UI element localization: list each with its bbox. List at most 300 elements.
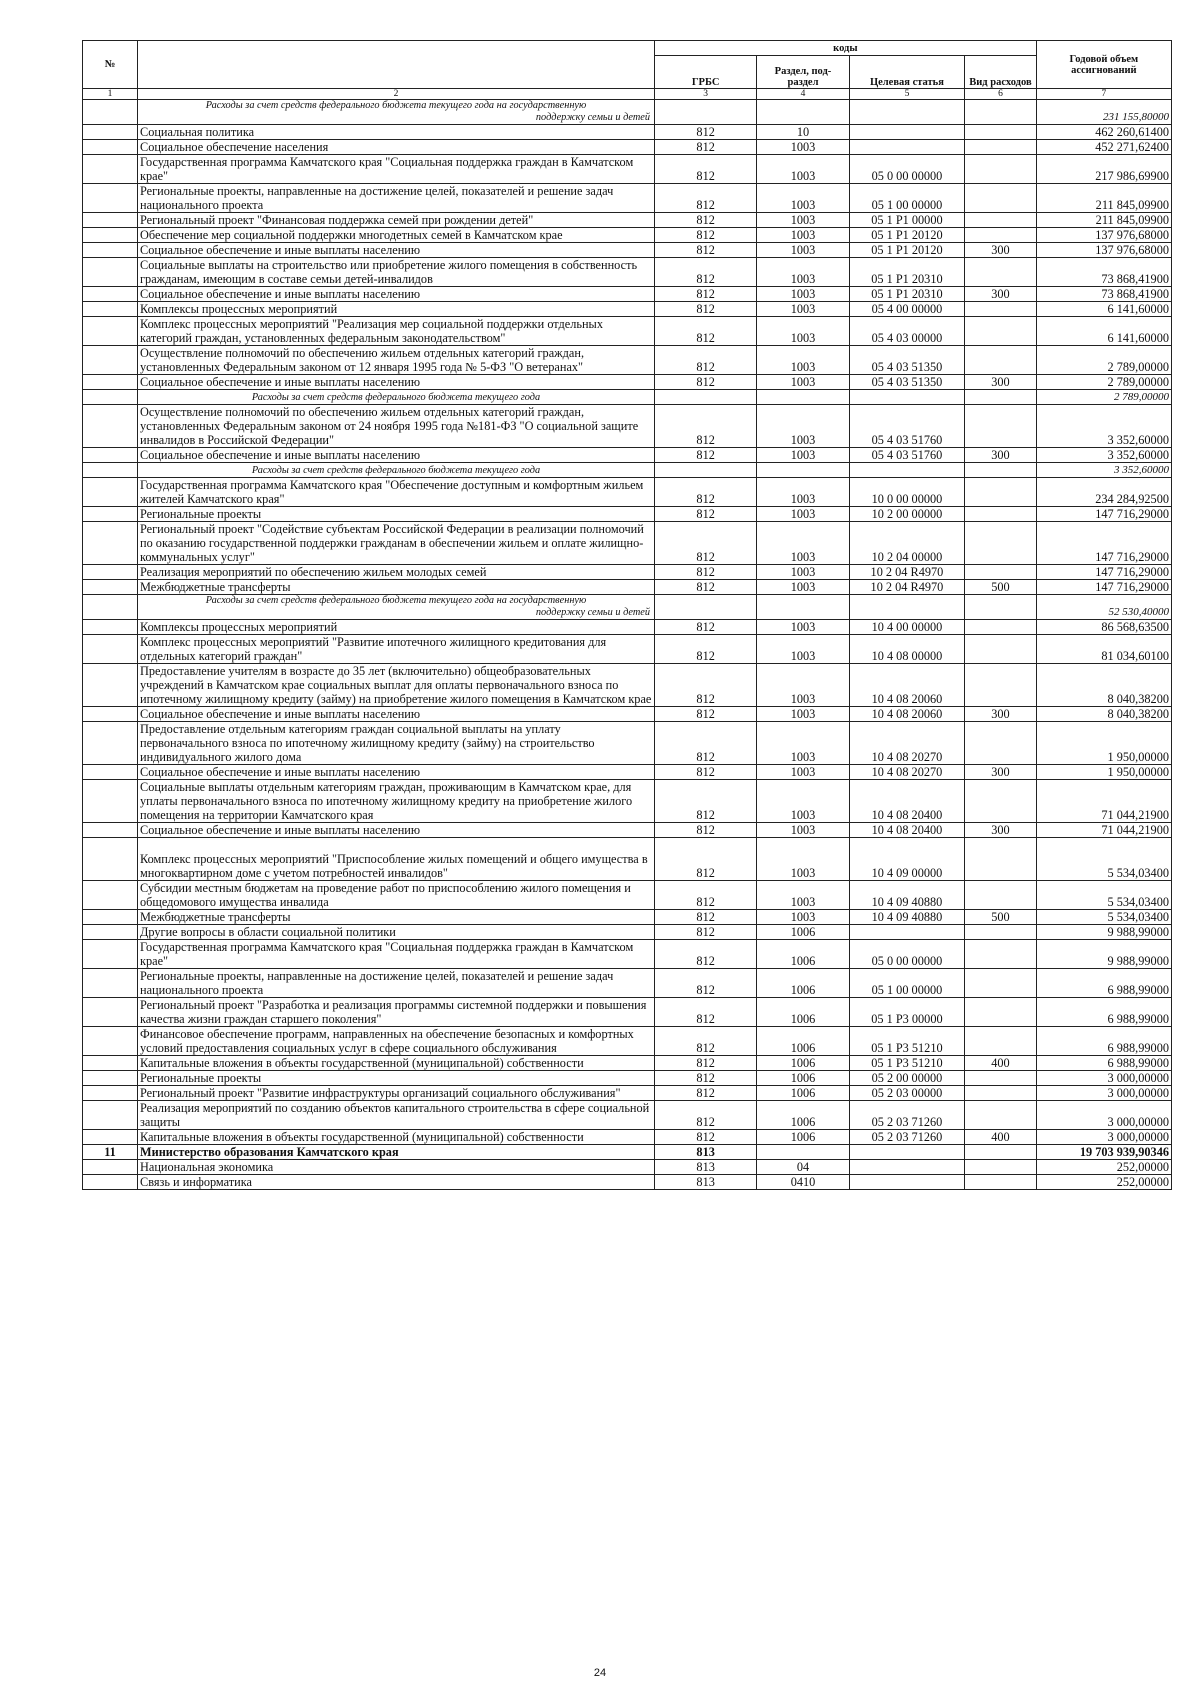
razdel-cell: 1003: [757, 346, 849, 375]
target-article-cell: [849, 1145, 965, 1160]
expense-type-cell: [965, 522, 1037, 565]
expense-type-cell: 300: [965, 448, 1037, 463]
grbs-cell: 812: [655, 184, 757, 213]
expense-type-cell: [965, 1086, 1037, 1101]
expense-name-cell: Социальная политика: [138, 125, 655, 140]
expense-type-cell: [965, 507, 1037, 522]
target-article-cell: [849, 1160, 965, 1175]
budget-row: [83, 448, 1172, 463]
column-number: 3: [655, 89, 757, 100]
row-number: [83, 317, 138, 346]
expense-name-cell: Реализация мероприятий по обеспечению жильем молодых семей: [138, 565, 655, 580]
annual-amount-cell: 147 716,29000: [1036, 580, 1171, 595]
expense-name-cell: Социальное обеспечение и иные выплаты населению: [138, 243, 655, 258]
razdel-cell: 1006: [757, 940, 849, 969]
row-number: [83, 390, 138, 405]
row-number: [83, 664, 138, 707]
expense-type-cell: [965, 620, 1037, 635]
budget-row: [83, 302, 1172, 317]
row-number: [83, 722, 138, 765]
expense-name-cell: Социальное обеспечение населения: [138, 140, 655, 155]
grbs-cell: 812: [655, 317, 757, 346]
razdel-cell: [757, 463, 849, 478]
expense-name-cell: Капитальные вложения в объекты государственной (муниципальной) собственности: [138, 1056, 655, 1071]
expense-type-cell: [965, 140, 1037, 155]
grbs-cell: 812: [655, 765, 757, 780]
column-number: 2: [138, 89, 655, 100]
annual-amount-cell: 231 155,80000: [1036, 100, 1171, 125]
razdel-cell: 1003: [757, 405, 849, 448]
razdel-cell: 1003: [757, 184, 849, 213]
budget-row: [83, 243, 1172, 258]
header-razdel: Раздел, под-раздел: [757, 56, 849, 89]
expense-type-cell: [965, 1101, 1037, 1130]
expense-type-cell: [965, 463, 1037, 478]
header-codes: коды: [655, 41, 1037, 56]
grbs-cell: 813: [655, 1160, 757, 1175]
target-article-cell: 05 1 Р3 00000: [849, 998, 965, 1027]
target-article-cell: 10 4 08 20270: [849, 722, 965, 765]
grbs-cell: 812: [655, 448, 757, 463]
row-number: [83, 100, 138, 125]
row-number: [83, 287, 138, 302]
row-number: [83, 405, 138, 448]
annual-amount-cell: 234 284,92500: [1036, 478, 1171, 507]
target-article-cell: 05 1 Р3 51210: [849, 1056, 965, 1071]
expense-name-cell: Государственная программа Камчатского края "Социальная поддержка граждан в Камчатском крае": [138, 155, 655, 184]
target-article-cell: 10 4 08 20400: [849, 823, 965, 838]
annual-amount-cell: 147 716,29000: [1036, 565, 1171, 580]
grbs-cell: 812: [655, 405, 757, 448]
grbs-cell: 812: [655, 243, 757, 258]
expense-name-cell: Региональный проект "Финансовая поддержка семей при рождении детей": [138, 213, 655, 228]
target-article-cell: [849, 100, 965, 125]
target-article-cell: 10 4 09 40880: [849, 881, 965, 910]
annual-amount-cell: 147 716,29000: [1036, 522, 1171, 565]
annual-amount-cell: 217 986,69900: [1036, 155, 1171, 184]
row-number: [83, 838, 138, 881]
expense-type-cell: [965, 346, 1037, 375]
annual-amount-cell: 211 845,09900: [1036, 213, 1171, 228]
target-article-cell: 05 4 03 00000: [849, 317, 965, 346]
row-number: [83, 213, 138, 228]
expense-name-cell: Региональные проекты: [138, 507, 655, 522]
funding-note-row: [83, 595, 1172, 620]
grbs-cell: [655, 390, 757, 405]
annual-amount-cell: 137 976,68000: [1036, 243, 1171, 258]
header-name: [138, 41, 655, 89]
razdel-cell: 1006: [757, 969, 849, 998]
grbs-cell: 812: [655, 565, 757, 580]
expense-name-cell: Социальное обеспечение и иные выплаты населению: [138, 707, 655, 722]
row-number: [83, 184, 138, 213]
target-article-cell: 10 0 00 00000: [849, 478, 965, 507]
budget-row: [83, 258, 1172, 287]
budget-row: [83, 881, 1172, 910]
razdel-cell: 0410: [757, 1175, 849, 1190]
budget-row: [83, 155, 1172, 184]
funding-note-line: Расходы за счет средств федерального бюджета текущего года на государственную: [205, 100, 587, 111]
expense-type-cell: [965, 881, 1037, 910]
annual-amount-cell: 9 988,99000: [1036, 925, 1171, 940]
row-number: [83, 595, 138, 620]
expense-name-cell: Национальная экономика: [138, 1160, 655, 1175]
target-article-cell: 05 4 00 00000: [849, 302, 965, 317]
expense-type-cell: 300: [965, 823, 1037, 838]
annual-amount-cell: 73 868,41900: [1036, 258, 1171, 287]
expense-type-cell: 300: [965, 765, 1037, 780]
row-number: [83, 228, 138, 243]
funding-note-line: поддержку семьи и детей: [535, 607, 650, 618]
annual-amount-cell: 1 950,00000: [1036, 765, 1171, 780]
annual-amount-cell: 86 568,63500: [1036, 620, 1171, 635]
budget-row: [83, 1086, 1172, 1101]
header-vid: Вид расходов: [965, 56, 1037, 89]
target-article-cell: [849, 595, 965, 620]
grbs-cell: [655, 595, 757, 620]
expense-type-cell: [965, 1027, 1037, 1056]
razdel-cell: 1003: [757, 707, 849, 722]
razdel-cell: 1003: [757, 140, 849, 155]
target-article-cell: 05 1 Р1 20310: [849, 258, 965, 287]
razdel-cell: 1003: [757, 765, 849, 780]
target-article-cell: 05 0 00 00000: [849, 940, 965, 969]
annual-amount-cell: 3 000,00000: [1036, 1086, 1171, 1101]
target-article-cell: 05 1 Р1 20120: [849, 243, 965, 258]
budget-row: [83, 1145, 1172, 1160]
expense-type-cell: 400: [965, 1056, 1037, 1071]
expense-type-cell: [965, 184, 1037, 213]
grbs-cell: 812: [655, 1101, 757, 1130]
target-article-cell: 10 2 04 00000: [849, 522, 965, 565]
row-number: [83, 1027, 138, 1056]
expense-name-cell: Государственная программа Камчатского края "Социальная поддержка граждан в Камчатском крае": [138, 940, 655, 969]
row-number: [83, 780, 138, 823]
row-number: [83, 925, 138, 940]
annual-amount-cell: 6 988,99000: [1036, 969, 1171, 998]
header-celevaya: Целевая статья: [849, 56, 965, 89]
row-number: [83, 125, 138, 140]
razdel-cell: 1003: [757, 823, 849, 838]
annual-amount-cell: 19 703 939,90346: [1036, 1145, 1171, 1160]
expense-type-cell: 500: [965, 910, 1037, 925]
target-article-cell: 10 2 04 R4970: [849, 580, 965, 595]
expense-type-cell: [965, 722, 1037, 765]
budget-row: [83, 1130, 1172, 1145]
razdel-cell: 1006: [757, 1056, 849, 1071]
annual-amount-cell: 211 845,09900: [1036, 184, 1171, 213]
row-number: [83, 998, 138, 1027]
expense-name-cell: Региональные проекты, направленные на достижение целей, показателей и решение задач национального проекта: [138, 184, 655, 213]
razdel-cell: 1006: [757, 998, 849, 1027]
annual-amount-cell: 3 352,60000: [1036, 405, 1171, 448]
expense-type-cell: [965, 125, 1037, 140]
row-number: [83, 635, 138, 664]
target-article-cell: [849, 463, 965, 478]
annual-amount-cell: 8 040,38200: [1036, 664, 1171, 707]
row-number: [83, 507, 138, 522]
budget-sheet: [82, 40, 1172, 1190]
grbs-cell: 812: [655, 1056, 757, 1071]
expense-name-cell: Реализация мероприятий по созданию объектов капитального строительства в сфере социальной защиты: [138, 1101, 655, 1130]
grbs-cell: 812: [655, 780, 757, 823]
razdel-cell: 04: [757, 1160, 849, 1175]
grbs-cell: 812: [655, 125, 757, 140]
expense-name-cell: Комплекс процессных мероприятий "Развитие ипотечного жилищного кредитования для отдельных категорий граждан": [138, 635, 655, 664]
annual-amount-cell: 9 988,99000: [1036, 940, 1171, 969]
header-num: №: [83, 41, 138, 89]
column-number: 6: [965, 89, 1037, 100]
row-number: [83, 346, 138, 375]
razdel-cell: 1003: [757, 910, 849, 925]
budget-row: [83, 969, 1172, 998]
row-number: [83, 707, 138, 722]
budget-row: [83, 405, 1172, 448]
expense-type-cell: [965, 635, 1037, 664]
razdel-cell: 1006: [757, 1101, 849, 1130]
budget-row: [83, 664, 1172, 707]
grbs-cell: 812: [655, 228, 757, 243]
target-article-cell: 10 4 09 40880: [849, 910, 965, 925]
expense-type-cell: [965, 1145, 1037, 1160]
budget-table-body: [83, 100, 1172, 1190]
expense-name-cell: Региональные проекты, направленные на достижение целей, показателей и решение задач национального проекта: [138, 969, 655, 998]
target-article-cell: [849, 140, 965, 155]
budget-row: [83, 765, 1172, 780]
razdel-cell: [757, 1145, 849, 1160]
target-article-cell: 05 2 00 00000: [849, 1071, 965, 1086]
budget-row: [83, 925, 1172, 940]
expense-name-cell: Социальное обеспечение и иные выплаты населению: [138, 375, 655, 390]
expense-type-cell: [965, 595, 1037, 620]
expense-type-cell: [965, 1175, 1037, 1190]
target-article-cell: 10 2 00 00000: [849, 507, 965, 522]
funding-note-text: [138, 100, 655, 125]
expense-type-cell: [965, 228, 1037, 243]
expense-type-cell: [965, 1071, 1037, 1086]
grbs-cell: 812: [655, 969, 757, 998]
annual-amount-cell: 6 988,99000: [1036, 998, 1171, 1027]
expense-type-cell: [965, 100, 1037, 125]
razdel-cell: 1003: [757, 302, 849, 317]
row-number: 11: [83, 1145, 138, 1160]
annual-amount-cell: 137 976,68000: [1036, 228, 1171, 243]
annual-amount-cell: 6 141,60000: [1036, 317, 1171, 346]
annual-amount-cell: 6 988,99000: [1036, 1056, 1171, 1071]
expense-name-cell: Осуществление полномочий по обеспечению жильем отдельных категорий граждан, установленных Федеральным законом от 12 января 1995 года № 5-ФЗ "О ветеранах": [138, 346, 655, 375]
razdel-cell: 1003: [757, 722, 849, 765]
annual-amount-cell: 1 950,00000: [1036, 722, 1171, 765]
column-number: 1: [83, 89, 138, 100]
grbs-cell: 812: [655, 635, 757, 664]
target-article-cell: [849, 125, 965, 140]
target-article-cell: 10 4 09 00000: [849, 838, 965, 881]
funding-note-line: поддержку семьи и детей: [535, 112, 650, 123]
expense-type-cell: [965, 998, 1037, 1027]
expense-name-cell: Другие вопросы в области социальной политики: [138, 925, 655, 940]
razdel-cell: 1003: [757, 375, 849, 390]
budget-row: [83, 228, 1172, 243]
grbs-cell: 812: [655, 1027, 757, 1056]
budget-row: [83, 1175, 1172, 1190]
expense-name-cell: Комплекс процессных мероприятий "Реализация мер социальной поддержки отдельных категорий граждан, установленных федеральным законодательством": [138, 317, 655, 346]
expense-type-cell: [965, 1160, 1037, 1175]
razdel-cell: 1003: [757, 664, 849, 707]
expense-type-cell: [965, 838, 1037, 881]
target-article-cell: 05 1 00 00000: [849, 969, 965, 998]
target-article-cell: 05 4 03 51760: [849, 405, 965, 448]
razdel-cell: 1003: [757, 565, 849, 580]
expense-name-cell: Социальные выплаты отдельным категориям граждан, проживающим в Камчатском крае, для уплаты первоначального взноса по ипотечному жилищному кредиту на приобретение жилого помещения на территории Камчатского края: [138, 780, 655, 823]
annual-amount-cell: 71 044,21900: [1036, 823, 1171, 838]
row-number: [83, 565, 138, 580]
grbs-cell: 813: [655, 1175, 757, 1190]
expense-type-cell: [965, 664, 1037, 707]
funding-note-row: [83, 100, 1172, 125]
budget-row: [83, 1101, 1172, 1130]
row-number: [83, 910, 138, 925]
grbs-cell: 812: [655, 620, 757, 635]
header-grbs: ГРБС: [655, 56, 757, 89]
expense-type-cell: 300: [965, 243, 1037, 258]
budget-row: [83, 1056, 1172, 1071]
funding-note-line: Расходы за счет средств федерального бюджета текущего года на государственную: [205, 595, 587, 606]
expense-name-cell: Министерство образования Камчатского края: [138, 1145, 655, 1160]
razdel-cell: 1006: [757, 925, 849, 940]
expense-name-cell: Предоставление учителям в возрасте до 35 лет (включительно) общеобразовательных учреждений в Камчатском крае социальных выплат для оплаты первоначального взноса по ипотечному жилищному кредиту (займу) на приобретение жилого помещения в Камчатском крае: [138, 664, 655, 707]
annual-amount-cell: 6 141,60000: [1036, 302, 1171, 317]
expense-name-cell: Социальное обеспечение и иные выплаты населению: [138, 287, 655, 302]
funding-note-line: Расходы за счет средств федерального бюджета текущего года: [251, 465, 541, 476]
budget-row: [83, 580, 1172, 595]
budget-row: [83, 565, 1172, 580]
razdel-cell: 1003: [757, 881, 849, 910]
funding-note-row: [83, 463, 1172, 478]
razdel-cell: 1003: [757, 507, 849, 522]
expense-name-cell: Региональный проект "Развитие инфраструктуры организаций социального обслуживания": [138, 1086, 655, 1101]
expense-name-cell: Предоставление отдельным категориям граждан социальной выплаты на уплату первоначального взноса по ипотечному жилищному кредиту (займу) на строительство индивидуального жилого дома: [138, 722, 655, 765]
grbs-cell: 812: [655, 140, 757, 155]
razdel-cell: 1003: [757, 522, 849, 565]
funding-note-row: [83, 390, 1172, 405]
grbs-cell: 812: [655, 925, 757, 940]
grbs-cell: 812: [655, 823, 757, 838]
budget-row: [83, 317, 1172, 346]
row-number: [83, 1175, 138, 1190]
target-article-cell: 05 1 Р1 00000: [849, 213, 965, 228]
row-number: [83, 155, 138, 184]
grbs-cell: 812: [655, 346, 757, 375]
row-number: [83, 1130, 138, 1145]
row-number: [83, 881, 138, 910]
annual-amount-cell: 73 868,41900: [1036, 287, 1171, 302]
annual-amount-cell: 252,00000: [1036, 1175, 1171, 1190]
budget-row: [83, 125, 1172, 140]
expense-name-cell: Осуществление полномочий по обеспечению жильем отдельных категорий граждан, установленных Федеральным законом от 24 ноября 1995 года №181-ФЗ "О социальной защите инвалидов в Российской Федерации": [138, 405, 655, 448]
expense-name-cell: Обеспечение мер социальной поддержки многодетных семей в Камчатском крае: [138, 228, 655, 243]
row-number: [83, 823, 138, 838]
budget-row: [83, 635, 1172, 664]
razdel-cell: 1003: [757, 243, 849, 258]
header-sum: Годовой объем ассигнований: [1036, 41, 1171, 89]
razdel-cell: 1003: [757, 838, 849, 881]
razdel-cell: 1003: [757, 228, 849, 243]
budget-table: [82, 40, 1172, 1190]
grbs-cell: 812: [655, 881, 757, 910]
annual-amount-cell: 3 000,00000: [1036, 1071, 1171, 1086]
annual-amount-cell: 5 534,03400: [1036, 881, 1171, 910]
razdel-cell: 1003: [757, 317, 849, 346]
expense-type-cell: [965, 390, 1037, 405]
column-number: 4: [757, 89, 849, 100]
row-number: [83, 448, 138, 463]
grbs-cell: 812: [655, 507, 757, 522]
row-number: [83, 765, 138, 780]
target-article-cell: 05 4 03 51350: [849, 375, 965, 390]
target-article-cell: 05 1 00 00000: [849, 184, 965, 213]
grbs-cell: 812: [655, 998, 757, 1027]
target-article-cell: 10 4 08 20400: [849, 780, 965, 823]
razdel-cell: [757, 595, 849, 620]
budget-row: [83, 287, 1172, 302]
budget-row: [83, 213, 1172, 228]
razdel-cell: 1003: [757, 213, 849, 228]
budget-row: [83, 823, 1172, 838]
expense-name-cell: Комплексы процессных мероприятий: [138, 620, 655, 635]
budget-row: [83, 620, 1172, 635]
annual-amount-cell: 5 534,03400: [1036, 838, 1171, 881]
expense-type-cell: [965, 565, 1037, 580]
expense-name-cell: Комплекс процессных мероприятий "Приспособление жилых помещений и общего имущества в многоквартирном доме с учетом потребностей инвалидов": [138, 838, 655, 881]
razdel-cell: 1003: [757, 448, 849, 463]
grbs-cell: 812: [655, 522, 757, 565]
target-article-cell: 05 4 03 51760: [849, 448, 965, 463]
grbs-cell: 812: [655, 287, 757, 302]
grbs-cell: 812: [655, 580, 757, 595]
target-article-cell: 10 4 08 20270: [849, 765, 965, 780]
budget-row: [83, 707, 1172, 722]
row-number: [83, 969, 138, 998]
budget-row: [83, 780, 1172, 823]
razdel-cell: 1003: [757, 287, 849, 302]
grbs-cell: 812: [655, 155, 757, 184]
row-number: [83, 1101, 138, 1130]
row-number: [83, 522, 138, 565]
annual-amount-cell: 8 040,38200: [1036, 707, 1171, 722]
razdel-cell: 1003: [757, 258, 849, 287]
target-article-cell: 05 0 00 00000: [849, 155, 965, 184]
razdel-cell: 1003: [757, 478, 849, 507]
expense-type-cell: [965, 302, 1037, 317]
target-article-cell: [849, 1175, 965, 1190]
budget-row: [83, 910, 1172, 925]
expense-type-cell: 500: [965, 580, 1037, 595]
razdel-cell: 1003: [757, 635, 849, 664]
annual-amount-cell: 452 271,62400: [1036, 140, 1171, 155]
annual-amount-cell: 3 000,00000: [1036, 1101, 1171, 1130]
grbs-cell: 812: [655, 1086, 757, 1101]
grbs-cell: 812: [655, 302, 757, 317]
expense-type-cell: 300: [965, 375, 1037, 390]
row-number: [83, 258, 138, 287]
razdel-cell: 1006: [757, 1027, 849, 1056]
expense-name-cell: Субсидии местным бюджетам на проведение работ по приспособлению жилого помещения и общедомового имущества инвалида: [138, 881, 655, 910]
razdel-cell: 10: [757, 125, 849, 140]
budget-row: [83, 722, 1172, 765]
expense-name-cell: Межбюджетные трансферты: [138, 580, 655, 595]
target-article-cell: [849, 925, 965, 940]
razdel-cell: 1006: [757, 1130, 849, 1145]
